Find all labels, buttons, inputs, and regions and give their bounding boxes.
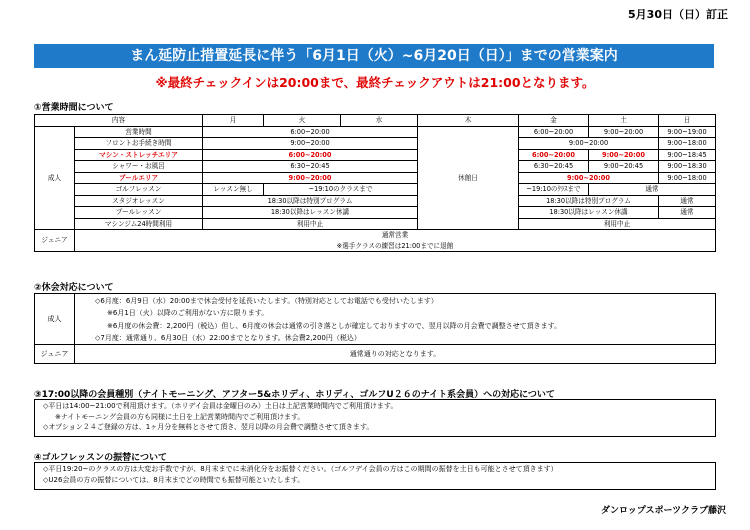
table-row: 成人 ◇6月度：6月9日（水）20:00まで休会受付を延長いたします。（特別対応としてお電話でも受付いたします） ※6月1日（火）以降のご利用がない方に限ります。 ※6月度の休会費：2,200円（税込）但し、6月度の休会は通常の引き落としが確定しておりますので、翌月以降の月会費で調整させて頂きます。 ◇7月度：通常通り、6月30日（水）22:00までとなります。休会費2,200円（税込） [35, 294, 716, 345]
hours-table [34, 114, 716, 252]
table-row: シャワー・お風呂 6:30~20:45 6:30~20:45 9:00~20:45 9:00~18:30 [35, 161, 716, 173]
table-row: プールエリア 9:00~20:00 9:00~20:00 9:00~18:00 [35, 172, 716, 184]
section4-title: ④ゴルフレッスンの振替について [34, 453, 167, 463]
suspension-table [34, 293, 716, 364]
section1-title: ①営業時間について [34, 103, 114, 113]
table-row: ジュニア 通常営業 [35, 230, 716, 241]
table-row: ゴルフレッスン レッスン無し ~19:10のクラスまで ~19:10のｸﾗｽまで 通常 [35, 184, 716, 196]
table-row: マシン・ストレッチエリア 6:00~20:00 6:00~20:00 9:00~20:00 9:00~18:45 [35, 149, 716, 161]
table-row: スタジオレッスン 18:30以降は特別プログラム 18:30以降は特別プログラム 通常 [35, 195, 716, 207]
table-row: ジュニア 通常通りの対応となります。 [35, 345, 716, 364]
table-row: ※選手クラスの練習は21:00までに退館 [35, 241, 716, 252]
adult-label: 成人 [35, 294, 75, 345]
adult-label: 成人 [35, 126, 75, 230]
junior-label: ジュニア [35, 230, 75, 252]
table-header-row: 内容 月 火 水 木 金 土 日 [35, 115, 716, 127]
golf-transfer-box: ◇平日19:20~のクラスの方は大変お手数ですが、8月末までに未消化分をお振替ください。（ゴルフデイ会員の方はこの期間の振替を土日も可能とさせて頂きます） ◇U26会員の方の振替については、8月末までどの時間でも振替可能といたします。 [34, 462, 716, 490]
table-row: マシンジム24時間利用 利用中止 利用中止 [35, 218, 716, 230]
section2-title: ②休会対応について [34, 283, 114, 293]
junior-label: ジュニア [35, 345, 75, 364]
correction-note: 5月30日（日）訂正 [628, 8, 728, 21]
club-name: ダンロップスポーツクラブ藤沢 [600, 506, 726, 516]
title-banner: まん延防止措置延長に伴う「6月1日（火）~6月20日（日）」までの営業案内 [34, 44, 714, 68]
night-member-box: ◇平日は14:00~21:00で利用頂けます。（ホリデイ会員は金曜日のみ）土日は上記営業時間内でご利用頂けます。 ※ナイトモーニング会員の方も同様に土日を上記営業時間内でご利用頂けます。 ◇オプション２４ご登録の方は、1ヶ月分を無料とさせて頂き、翌月以降の月会費で調整させて頂きます。 [34, 399, 716, 437]
table-row: プールレッスン 18:30以降はレッスン休講 18:30以降はレッスン休講 通常 [35, 207, 716, 219]
section3-title: ③17:00以降の会員種別（ナイトモーニング、アフター5&ホリディ、ホリディ、ゴルフU２６のナイト系会員）への対応について [34, 390, 555, 400]
table-row: 成人 営業時間 6:00~20:00 休館日 6:00~20:00 9:00~20:00 9:00~19:00 [35, 126, 716, 138]
table-row: フロントお手続き時間 9:00~20:00 9:00~20:00 9:00~18:00 [35, 138, 716, 150]
closed-day-label: 休館日 [418, 126, 519, 230]
checkin-notice: ※最終チェックインは20:00まで、最終チェックアウトは21:00となります。 [155, 75, 595, 90]
